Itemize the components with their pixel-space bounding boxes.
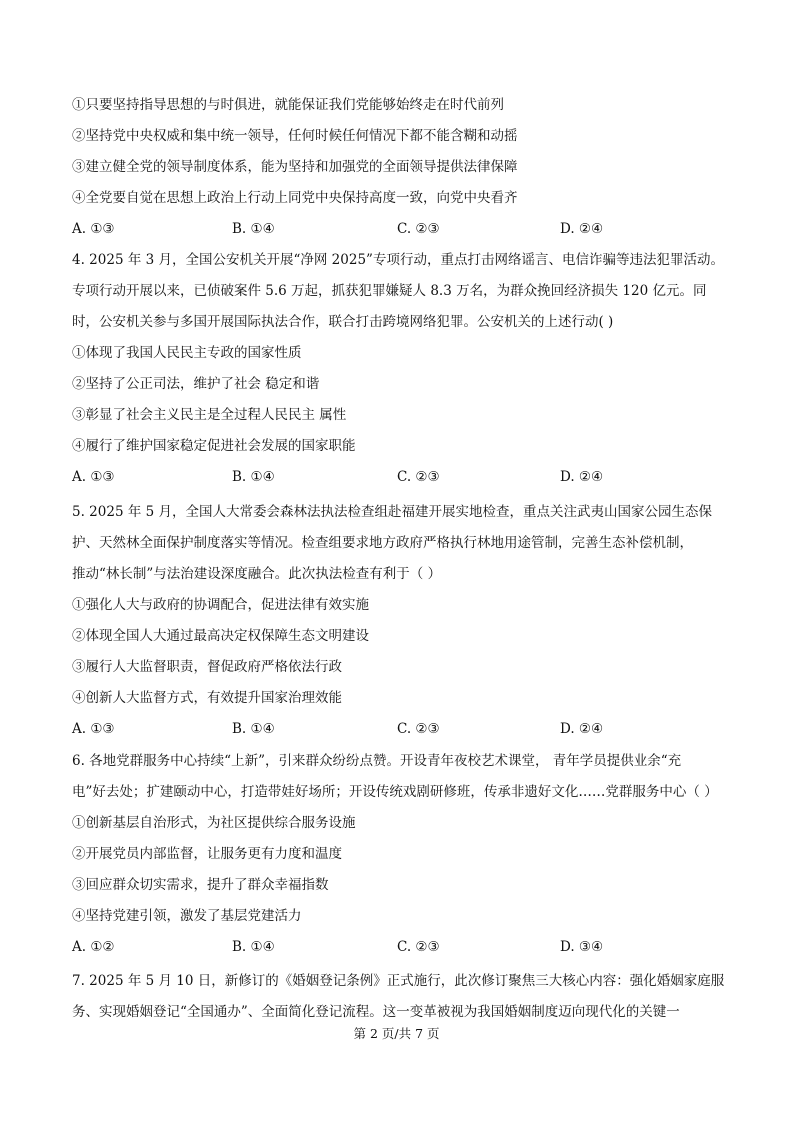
q6-option-1: ①创新基层自治形式，为社区提供综合服务设施 (72, 815, 356, 831)
q3-option-2: ②坚持党中央权威和集中统一领导，任何时候任何情况下都不能含糊和动摇 (72, 128, 518, 144)
q3-option-1: ①只要坚持指导思想的与时俱进，就能保证我们党能够始终走在时代前列 (72, 97, 504, 113)
q6-choice-c: C. ②③ (397, 939, 440, 955)
q6-choices (72, 938, 732, 956)
q6-choice-a: A. ①② (72, 939, 115, 955)
q7-stem-line-1: 7. 2025 年 5 月 10 日，新修订的《婚姻登记条例》正式施行，此次修订聚焦三大核心内容：强化婚姻家庭服 (72, 973, 725, 989)
q4-option-3: ③彰显了社会主义民主是全过程人民民主 属性 (72, 407, 347, 423)
page-number: 第 2 页/共 7 页 (353, 1026, 440, 1041)
q6-option-4: ④坚持党建引领，激发了基层党建活力 (72, 908, 302, 924)
q7-stem-line-2: 务、实现婚姻登记“全国通办”、全面简化登记流程。这一变革被视为我国婚姻制度迈向现代化的关键一 (72, 1004, 680, 1020)
q3-option-4: ④全党要自觉在思想上政治上行动上同党中央保持高度一致，向党中央看齐 (72, 190, 518, 206)
q5-stem-line-3: 推动“林长制”与法治建设深度融合。此次执法检查有利于（ ） (72, 566, 442, 582)
q4-stem-line-2: 专项行动开展以来，已侦破案件 5.6 万起，抓获犯罪嫌疑人 8.3 万名，为群众挽回经济损失 120 亿元。同 (72, 283, 707, 299)
q3-option-3: ③建立健全党的领导制度体系，能为坚持和加强党的全面领导提供法律保障 (72, 159, 518, 175)
q4-stem-line-1: 4. 2025 年 3 月，全国公安机关开展“净网 2025”专项行动，重点打击网络谣言、电信诈骗等违法犯罪活动。 (72, 252, 724, 268)
q3-choices (72, 220, 732, 238)
q5-choice-d: D. ②④ (560, 721, 604, 737)
q6-choice-b: B. ①④ (232, 939, 275, 955)
q6-stem-line-2: 电”好去处；扩建颐动中心，打造带娃好场所；开设传统戏剧研修班，传承非遗好文化……党群服务中心（ ） (72, 784, 718, 800)
q4-choice-c: C. ②③ (397, 469, 440, 485)
q5-choice-a: A. ①③ (72, 721, 115, 737)
q3-choice-c: C. ②③ (397, 221, 440, 237)
q6-stem-line-1: 6. 各地党群服务中心持续“上新”，引来群众纷纷点赞。开设青年夜校艺术课堂， 青年学员提供业余“充 (72, 753, 682, 769)
q5-option-1: ①强化人大与政府的协调配合，促进法律有效实施 (72, 597, 369, 613)
q6-choice-d: D. ③④ (560, 939, 604, 955)
q5-choices (72, 720, 732, 738)
q5-choice-b: B. ①④ (232, 721, 275, 737)
q4-stem-line-3: 时，公安机关参与多国开展国际执法合作，联合打击跨境网络犯罪。公安机关的上述行动( ) (72, 314, 614, 330)
q5-choice-c: C. ②③ (397, 721, 440, 737)
q4-choices (72, 468, 732, 486)
q5-option-4: ④创新人大监督方式，有效提升国家治理效能 (72, 690, 342, 706)
q3-choice-a: A. ①③ (72, 221, 115, 237)
q4-choice-b: B. ①④ (232, 469, 275, 485)
q5-option-2: ②体现全国人大通过最高决定权保障生态文明建设 (72, 628, 369, 644)
q4-choice-a: A. ①③ (72, 469, 115, 485)
q5-stem-line-1: 5. 2025 年 5 月，全国人大常委会森林法执法检查组赴福建开展实地检查，重点关注武夷山国家公园生态保 (72, 504, 712, 520)
q5-option-3: ③履行人大监督职责，督促政府严格依法行政 (72, 659, 342, 675)
q6-option-2: ②开展党员内部监督，让服务更有力度和温度 (72, 846, 342, 862)
q4-option-4: ④履行了维护国家稳定促进社会发展的国家职能 (72, 438, 356, 454)
q4-option-1: ①体现了我国人民民主专政的国家性质 (72, 345, 302, 361)
q5-stem-line-2: 护、天然林全面保护制度落实等情况。检查组要求地方政府严格执行林地用途管制，完善生态补偿机制， (72, 535, 693, 551)
q4-option-2: ②坚持了公正司法，维护了社会 稳定和谐 (72, 376, 320, 392)
q3-choice-d: D. ②④ (560, 221, 604, 237)
q4-choice-d: D. ②④ (560, 469, 604, 485)
q6-option-3: ③回应群众切实需求，提升了群众幸福指数 (72, 877, 329, 893)
q3-choice-b: B. ①④ (232, 221, 275, 237)
